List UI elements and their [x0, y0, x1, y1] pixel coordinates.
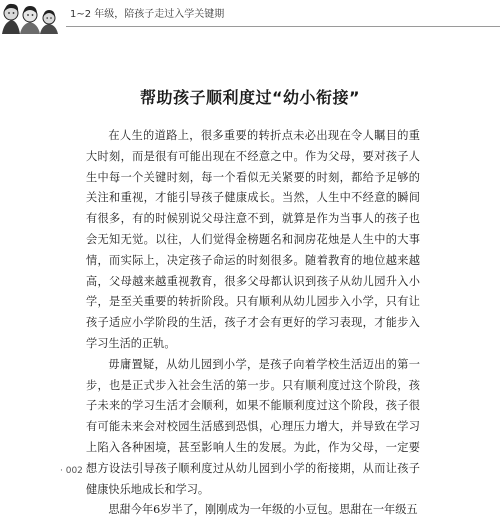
paragraph: 毋庸置疑，从幼儿园到小学，是孩子向着学校生活迈出的第一步，也是正式步入社会生活的第一步。只有顺利度过这个阶段，孩子未来的学习生活才会顺利，如果不能顺利度过这个阶段，孩子很有可能未来会对校园生活感到恐惧，心理压力增大，并导致在学习上陷入各种困境，甚至影响人生的发展。为此，作为父母，一定要想方设法引导孩子顺利度过从幼儿园到小学的衔接期，从而让孩子健康快乐地成长和学习。	[86, 357, 420, 496]
paragraph: 在人生的道路上，很多重要的转折点未必出现在令人瞩目的重大时刻，而是很有可能出现在不经意之中。作为父母，要对孩子人生中每一个关键时刻，每一个看似无关紧要的时刻，都给予足够的关注和重视，才能引导孩子健康成长。当然，人生中不经意的瞬间有很多，有的时候别说父母注意不到，就算是作为当事人的孩子也会无知无觉。以往，人们觉得金榜题名和洞房花烛是人生中的大事情，而实际上，决定孩子命运的时刻很多。随着教育的地位越来越高，父母越来越重视教育，很多父母都认识到孩子从幼儿园升入小学，是至关重要的转折阶段。只有顺利从幼儿园步入小学，只有让孩子适应小学阶段的生活，孩子才会有更好的学习表现，才能步入学习生活的正轨。	[86, 129, 420, 350]
children-illustration-icon	[0, 0, 62, 36]
running-title: 1~2 年级，陪孩子走过入学关键期	[70, 9, 225, 20]
article-body	[86, 126, 420, 521]
page-number: · 002 ·	[60, 466, 89, 476]
article-title: 帮助孩子顺利度过“幼小衔接”	[139, 88, 361, 107]
paragraph: 思甜今年6岁半了，刚刚成为一年级的小豆包。思甜在一年级五	[108, 503, 418, 517]
header-divider	[66, 26, 500, 27]
running-header	[0, 0, 500, 40]
